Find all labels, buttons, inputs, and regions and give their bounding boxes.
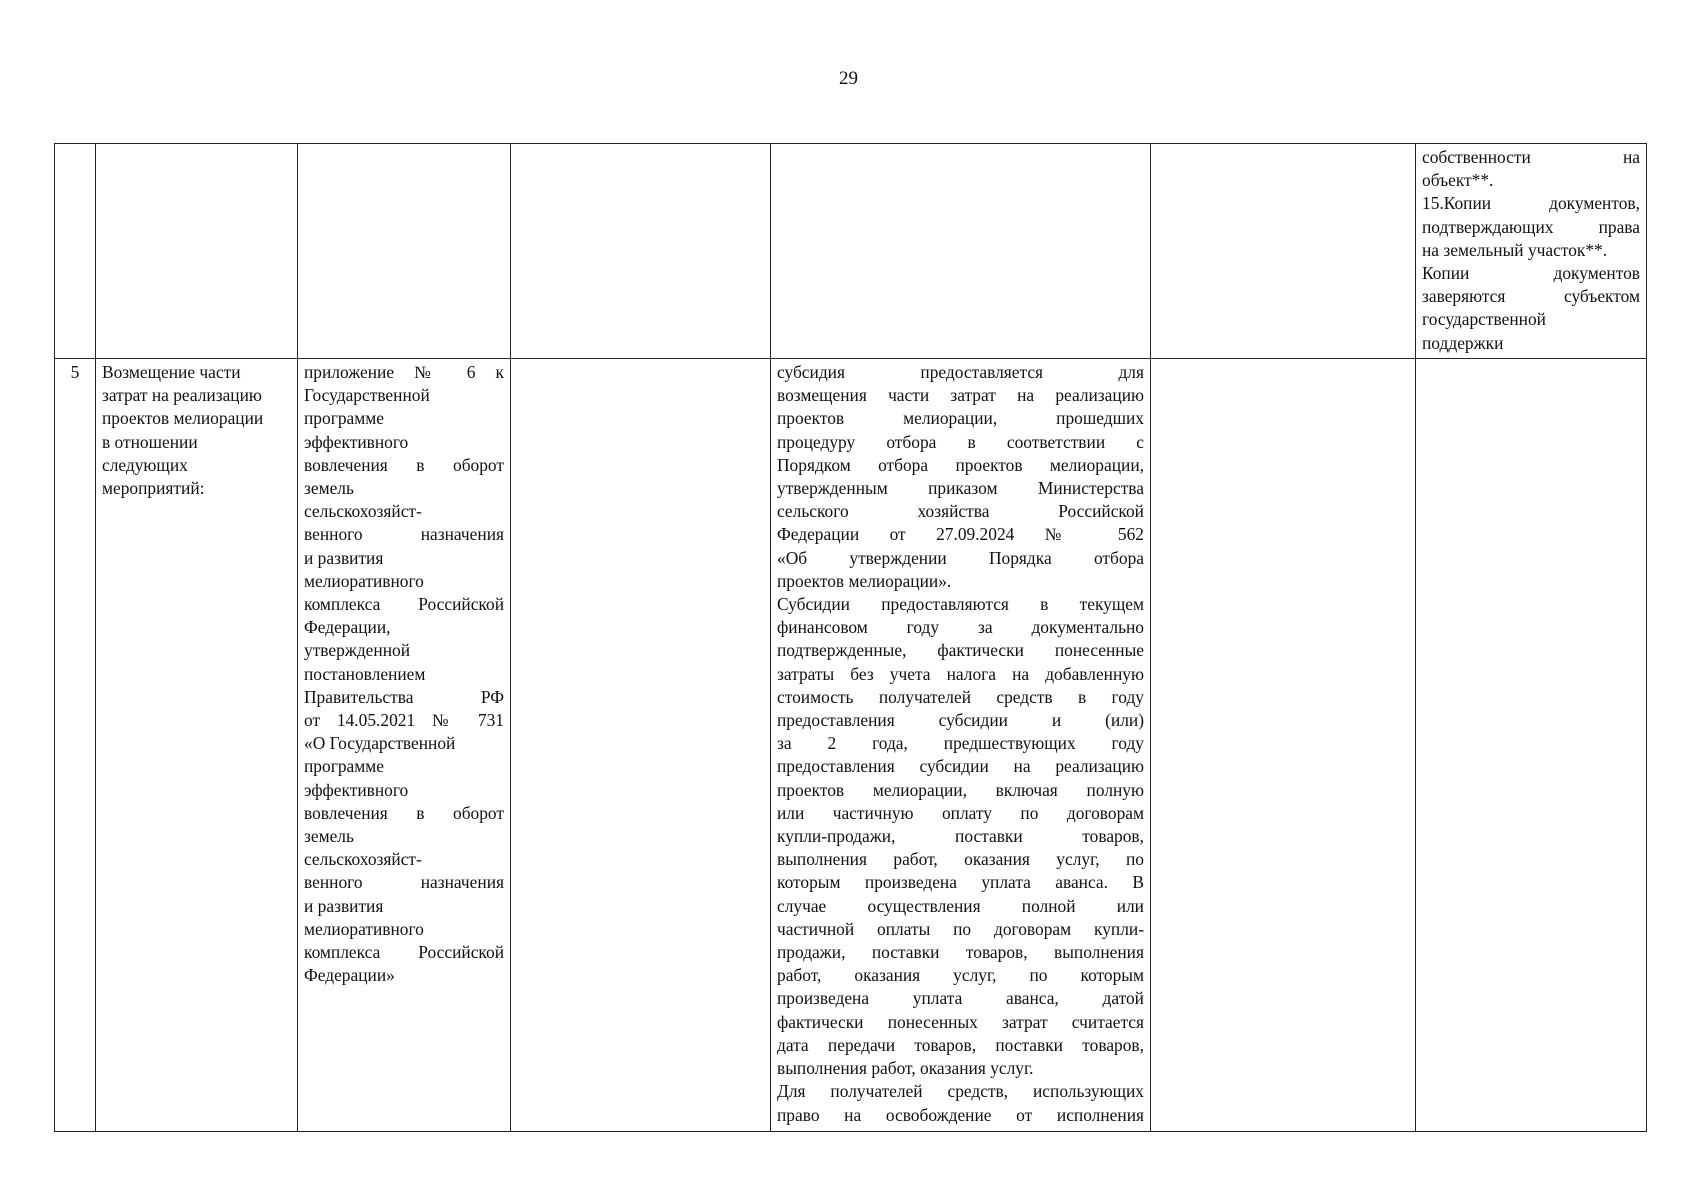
text-line: утвержденным приказом Министерства: [777, 478, 1144, 499]
text-line: вовлечения в оборот: [304, 802, 504, 823]
text-line: произведена уплата аванса, датой: [777, 988, 1144, 1009]
text-line: и развития: [304, 547, 384, 568]
row-number: 5: [55, 359, 96, 1132]
text-line: поддержки: [1422, 332, 1504, 353]
text-line: венного назначения: [304, 524, 504, 545]
cell-basis: [298, 144, 511, 359]
text-line: дата передачи товаров, поставки товаров,: [777, 1034, 1144, 1055]
text-line: предоставления субсидии и (или): [777, 710, 1144, 731]
text-line: комплекса Российской: [304, 942, 504, 963]
text-line: затраты без учета налога на добавленную: [777, 663, 1144, 684]
text-line: постановлением: [304, 663, 426, 684]
text-line: выполнения работ, оказания услуг, по: [777, 849, 1144, 870]
text-line: программе: [304, 756, 384, 777]
text-line: мероприятий:: [102, 478, 205, 499]
documents-text: [1422, 146, 1640, 355]
text-line: работ, оказания услуг, по которым: [777, 965, 1144, 986]
text-line: купли-продажи, поставки товаров,: [777, 826, 1144, 847]
text-line: фактически понесенных затрат считается: [777, 1011, 1144, 1032]
text-line: возмещения части затрат на реализацию: [777, 385, 1144, 406]
text-line: подтвержденные, фактически понесенные: [777, 640, 1144, 661]
cell-number: [55, 144, 96, 359]
text-line: Возмещение части: [102, 362, 241, 382]
text-line: право на освобождение от исполнения: [777, 1104, 1144, 1125]
text-line: на земельный участок**.: [1422, 239, 1608, 260]
text-line: «О Государственной: [304, 733, 456, 754]
text-line: мелиоративного: [304, 918, 424, 939]
text-line: эффективного: [304, 779, 409, 800]
text-line: проектов мелиорации, прошедших: [777, 408, 1144, 429]
conditions-text: [777, 361, 1144, 1127]
text-line: Копии документов: [1422, 263, 1640, 284]
cell-empty-4: [511, 144, 771, 359]
text-line: 15.Копии документов,: [1422, 193, 1640, 214]
legal-basis-text: [304, 361, 504, 987]
cell-empty-4: [511, 359, 771, 1132]
text-line: земель: [304, 826, 354, 847]
text-line: Федерации,: [304, 617, 391, 638]
text-line: продажи, поставки товаров, выполнения: [777, 942, 1144, 963]
legal-basis-cell: [298, 359, 511, 1132]
text-line: сельского хозяйства Российской: [777, 501, 1144, 522]
text-line: или частичную оплату по договорам: [777, 802, 1144, 823]
cell-name: [96, 144, 298, 359]
text-line: проектов мелиорации».: [777, 570, 952, 591]
text-line: следующих: [102, 454, 188, 475]
table-row-5: [55, 359, 1647, 1132]
text-line: от 14.05.2021 № 731: [304, 710, 504, 731]
text-line: вовлечения в оборот: [304, 454, 504, 475]
text-line: сельскохозяйст-: [304, 501, 422, 522]
measure-name-cell: [96, 359, 298, 1132]
text-line: предоставления субсидии на реализацию: [777, 756, 1144, 777]
conditions-cell: [771, 359, 1151, 1132]
text-line: утвержденной: [304, 640, 411, 661]
text-line: субсидия предоставляется для: [777, 362, 1144, 382]
text-line: в отношении: [102, 431, 198, 452]
text-line: Государственной: [304, 385, 430, 406]
text-line: проектов мелиорации, включая полную: [777, 779, 1144, 800]
text-line: комплекса Российской: [304, 594, 504, 615]
text-line: Федерации»: [304, 965, 395, 986]
cell-empty-6: [1151, 359, 1416, 1132]
text-line: за 2 года, предшествующих году: [777, 733, 1144, 754]
cell-empty-6: [1151, 144, 1416, 359]
text-line: Порядком отбора проектов мелиорации,: [777, 454, 1144, 475]
text-line: венного назначения: [304, 872, 504, 893]
measure-name-text: [102, 361, 291, 500]
text-line: «Об утверждении Порядка отбора: [777, 547, 1144, 568]
text-line: заверяются субъектом: [1422, 286, 1640, 307]
text-line: финансовом году за документально: [777, 617, 1144, 638]
text-line: эффективного: [304, 431, 409, 452]
text-line: и развития: [304, 895, 384, 916]
text-line: Правительства РФ: [304, 686, 504, 707]
text-line: земель: [304, 478, 354, 499]
page-number: 29: [839, 68, 858, 89]
text-line: выполнения работ, оказания услуг.: [777, 1058, 1034, 1079]
cell-documents: [1416, 144, 1647, 359]
text-line: собственности на: [1422, 147, 1640, 167]
cell-conditions: [771, 144, 1151, 359]
text-line: приложение № 6 к: [304, 362, 504, 382]
text-line: проектов мелиорации: [102, 408, 264, 429]
text-line: сельскохозяйст-: [304, 849, 422, 870]
text-line: процедуру отбора в соответствии с: [777, 431, 1144, 452]
text-line: объект**.: [1422, 170, 1494, 191]
text-line: Субсидии предоставляются в текущем: [777, 594, 1144, 615]
text-line: Для получателей средств, использующих: [777, 1081, 1144, 1102]
cell-documents: [1416, 359, 1647, 1132]
text-line: программе: [304, 408, 384, 429]
table-row-continuation: [55, 144, 1647, 359]
subsidy-table: [54, 143, 1647, 1132]
text-line: мелиоративного: [304, 570, 424, 591]
text-line: затрат на реализацию: [102, 385, 262, 406]
text-line: частичной оплаты по договорам купли-: [777, 918, 1144, 939]
text-line: которым произведена уплата аванса. В: [777, 872, 1144, 893]
text-line: подтверждающих права: [1422, 216, 1640, 237]
text-line: Федерации от 27.09.2024 № 562: [777, 524, 1144, 545]
text-line: случае осуществления полной или: [777, 895, 1144, 916]
text-line: государственной: [1422, 309, 1546, 330]
text-line: стоимость получателей средств в году: [777, 686, 1144, 707]
